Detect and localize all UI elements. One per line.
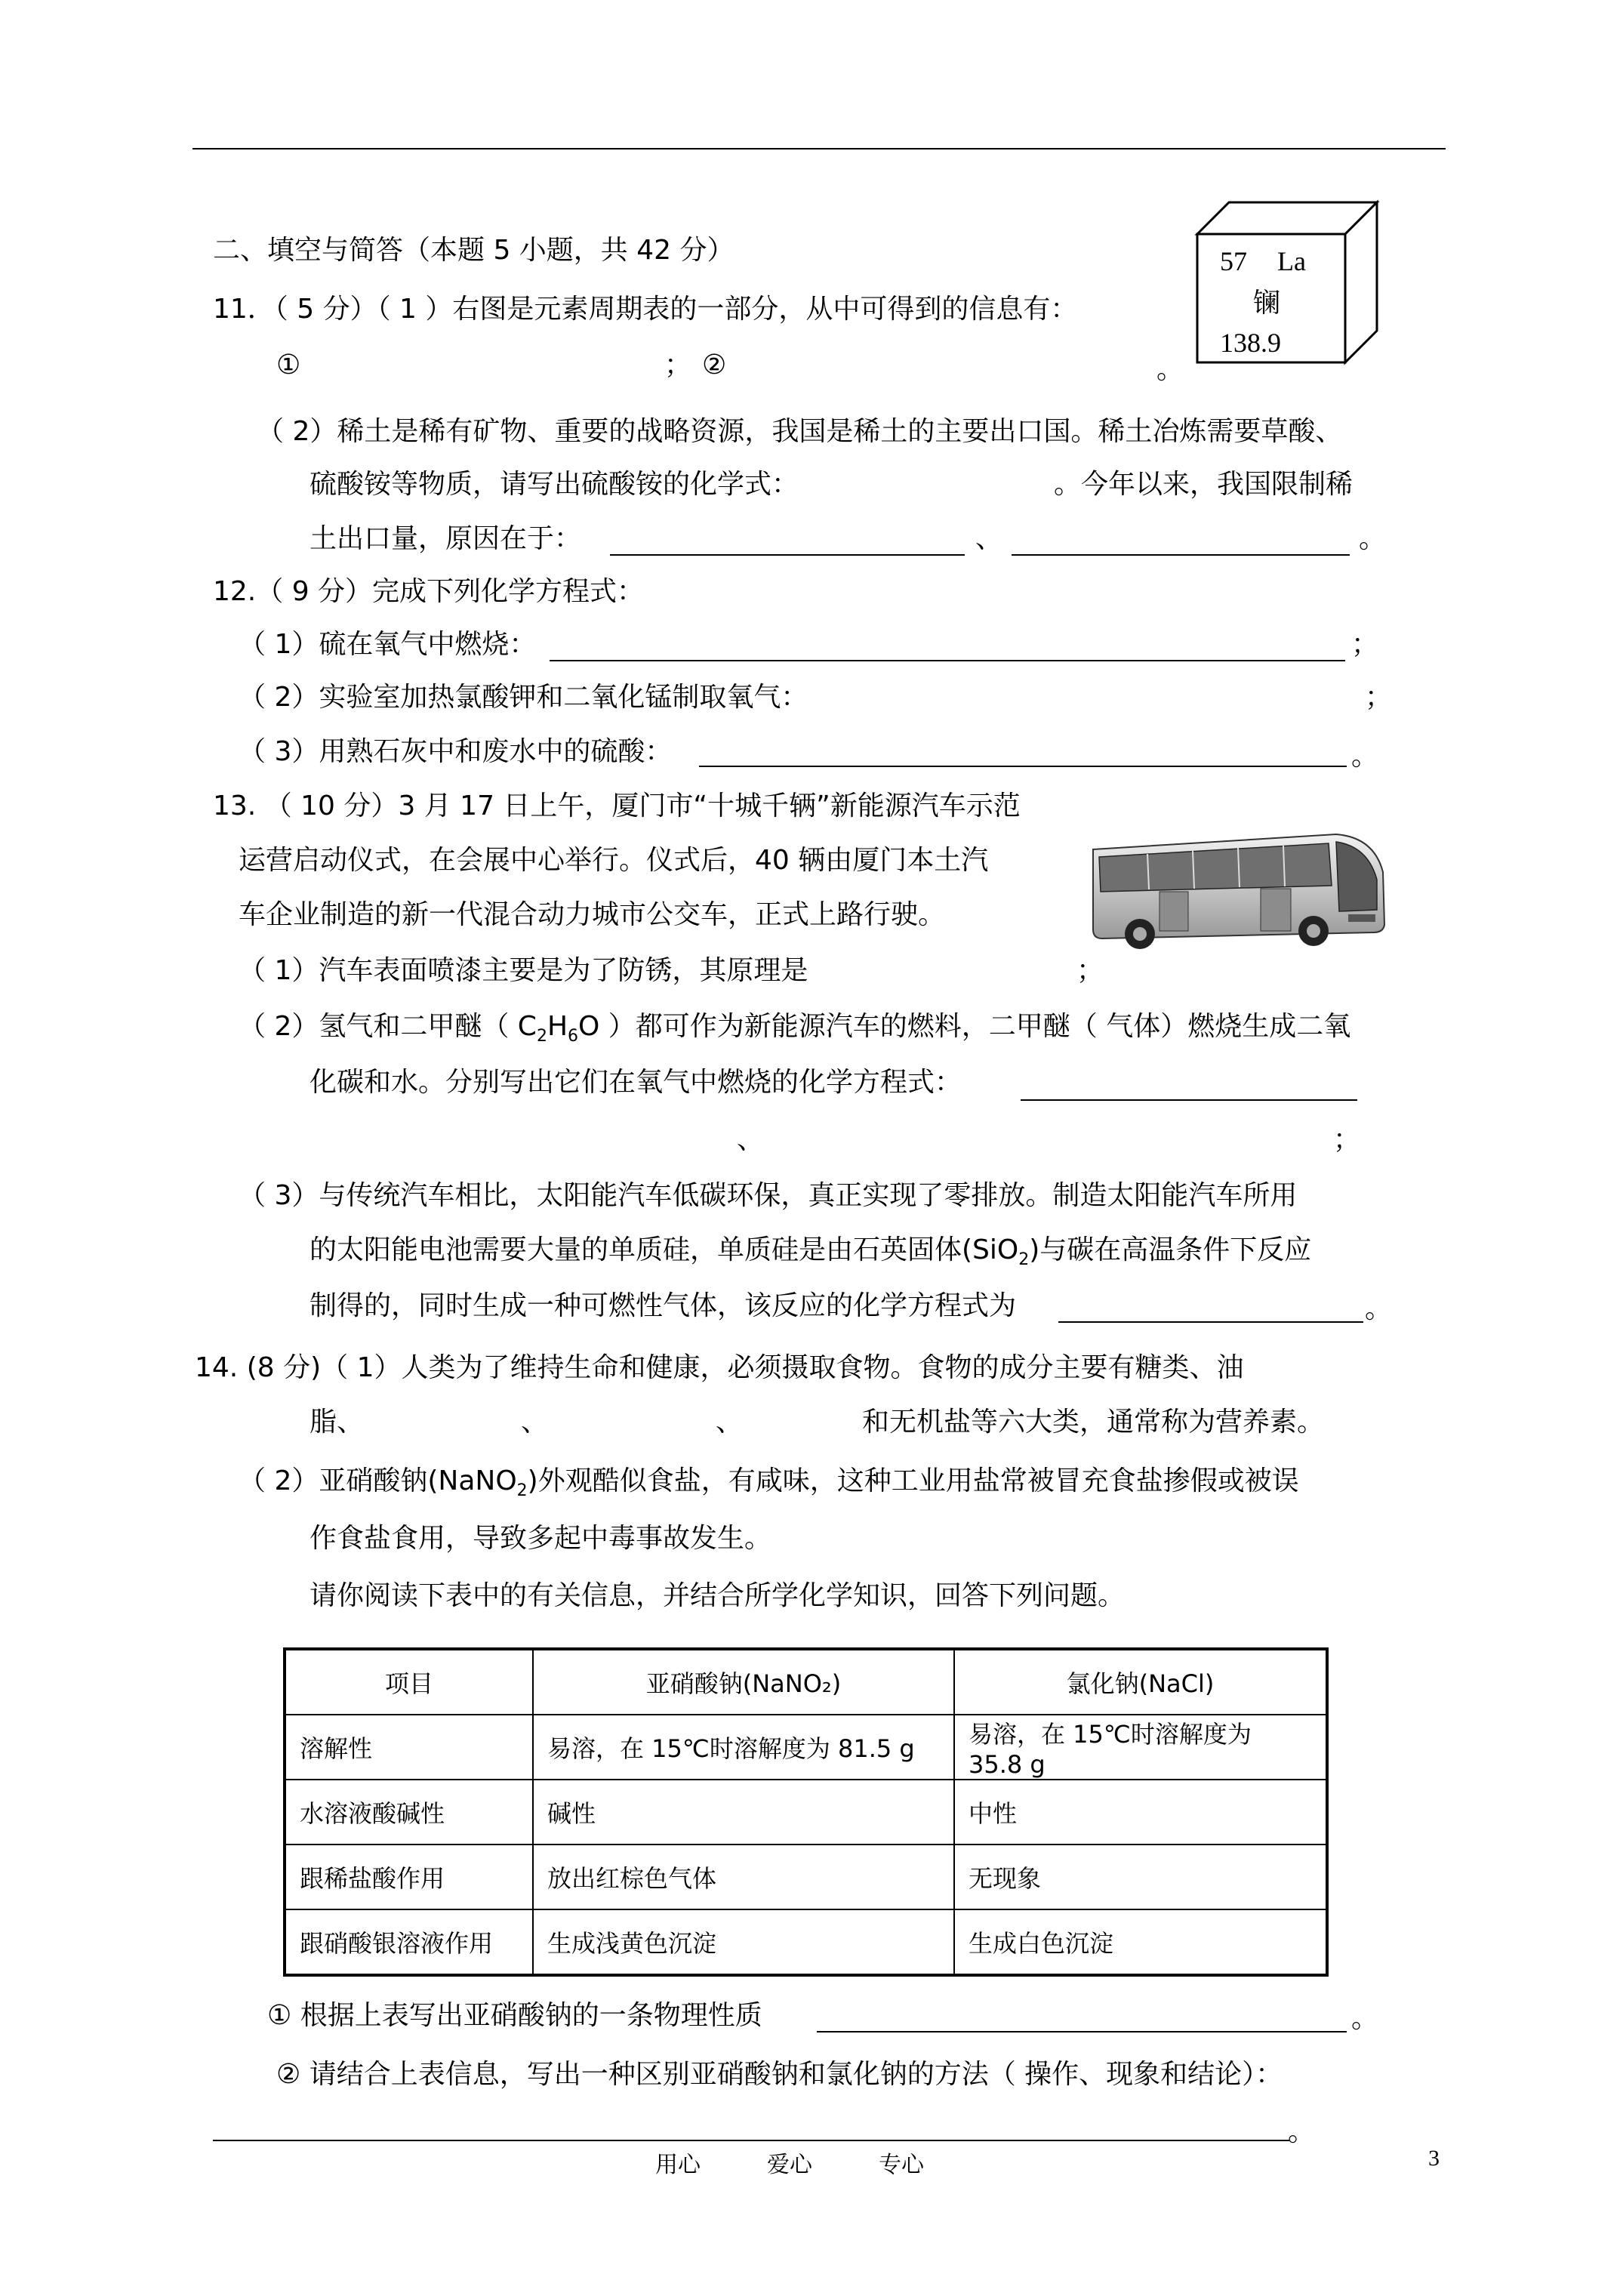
table-cell: 易溶，在 15℃时溶解度为 81.5 g [533,1715,954,1780]
q13-p3-line3: 制得的，同时生成一种可燃性气体，该反应的化学方程式为 [310,1290,1017,1321]
table-row [285,1715,1327,1780]
q12-p3-end: 。 [1351,741,1379,772]
table-cell: 无现象 [954,1845,1327,1909]
q13-p3-line2-sub: 2 [1018,1250,1030,1270]
q13-p2-line2: 化碳和水。分别写出它们在氧气中燃烧的化学方程式： [310,1067,962,1098]
q14-p2-line3: 请你阅读下表中的有关信息，并结合所学化学知识，回答下列问题。 [310,1580,1126,1611]
q14-line2c: 、 [716,1407,744,1438]
q13-p2-sub2: 6 [568,1027,579,1046]
q13-line2: 运营启动仪式，在会展中心举行。仪式后，40 辆由厦门本土汽 [239,845,989,876]
q14-line2b: 、 [521,1407,549,1438]
q13-line1: 13. （ 10 分）3 月 17 日上午，厦门市“十城千辆”新能源汽车示范 [213,791,1021,821]
q14-p2-line2: 作食盐食用，导致多起中毒事故发生。 [310,1523,772,1554]
table-cell: 中性 [954,1780,1327,1845]
q11-answer-blank-1[interactable] [610,554,965,556]
q13-p1-end: ； [1076,955,1104,986]
q11-mark1: ① [276,350,301,381]
q12-p1-end: ； [1351,629,1379,660]
q11-answer-blank-2[interactable] [1012,554,1350,556]
table-header-cell: 亚硝酸钠(NaNO₂) [533,1649,954,1715]
q13-p2-line3a: 、 [737,1124,765,1155]
table-row [285,1845,1327,1909]
q11-stem: 11．（ 5 分）（ 1 ）右图是元素周期表的一部分，从中可得到的信息有： [213,294,1078,325]
q14-q1: ① 根据上表写出亚硝酸钠的一条物理性质 [267,2000,762,2031]
table-cell: 水溶液酸碱性 [285,1780,533,1845]
element-name: 镧 [1253,288,1281,319]
table-cell: 生成浅黄色沉淀 [533,1909,954,1975]
q11-mark2: ② [702,350,727,381]
q13-p2-b: H [547,1011,568,1042]
table-cell: 生成白色沉淀 [954,1909,1327,1975]
q14-q2-end: 。 [1288,2116,1316,2147]
table-header-row [285,1649,1327,1715]
q11-p2-line3c: 。 [1359,523,1387,554]
q11-p2-line2b: 。今年以来，我国限制稀 [1054,469,1354,500]
element-cell-figure [1193,195,1381,376]
footer-word-2: 爱心 [767,2153,812,2177]
q14-q2: ② 请结合上表信息，写出一种区别亚硝酸钠和氯化钠的方法（ 操作、现象和结论）： [276,2059,1283,2090]
q12-p2-end: ； [1365,682,1393,713]
q11-p2-line3a: 土出口量，原因在于： [310,523,582,554]
table-row [285,1780,1327,1845]
table-cell: 易溶，在 15℃时溶解度为 35.8 g [954,1715,1327,1780]
q11-p2-line1: （ 2）稀土是稀有矿物、重要的战略资源，我国是稀土的主要出口国。稀土冶炼需要草酸、 [257,416,1343,447]
q14-line1: 14. (8 分)（ 1）人类为了维持生命和健康，必须摄取食物。食物的成分主要有糖类、油 [195,1352,1244,1383]
q14-answer-blank-1[interactable] [817,2031,1347,2032]
q12-stem: 12.（ 9 分）完成下列化学方程式： [213,576,645,607]
q12-answer-blank-1[interactable] [550,660,1345,661]
q13-line3: 车企业制造的新一代混合动力城市公交车，正式上路行驶。 [239,899,946,930]
q14-q1-end: 。 [1351,2003,1379,2034]
q13-p2-c: O ）都可作为新能源汽车的燃料，二甲醚（ 气体）燃烧生成二氧 [578,1011,1351,1042]
q14-p2-line1 [239,1463,1299,1509]
table-cell: 放出红棕色气体 [533,1845,954,1909]
footer-word-1: 用心 [655,2153,701,2177]
element-mass: 138.9 [1220,328,1281,358]
q13-p3-line2b: )与碳在高温条件下反应 [1029,1234,1312,1265]
q13-p3-end: 。 [1365,1293,1393,1324]
header-rule [192,148,1446,149]
property-table [283,1647,1329,1977]
q13-p3-line2a: 的太阳能电池需要大量的单质硅，单质硅是由石英固体(SiO [310,1234,1019,1265]
table-cell: 跟稀盐酸作用 [285,1845,533,1909]
q14-answer-blank-2[interactable] [213,2140,1289,2141]
element-symbol: La [1277,246,1306,276]
page-number: 3 [1428,2146,1440,2171]
table-cell: 溶解性 [285,1715,533,1780]
element-number: 57 [1220,246,1247,276]
q13-answer-blank-2a[interactable] [1021,1099,1357,1101]
table-header-cell: 氯化钠(NaCl) [954,1649,1327,1715]
table-cell: 跟硝酸银溶液作用 [285,1909,533,1975]
q12-p1: （ 1）硫在氧气中燃烧： [239,629,537,660]
q11-semicolon: ； [664,350,692,381]
q12-answer-blank-3[interactable] [699,766,1347,767]
q13-p2-sub1: 2 [536,1027,547,1046]
section-title: 二、填空与简答（本题 5 小题，共 42 分） [213,235,735,266]
q11-period: 。 [1156,354,1184,385]
bus-image [1087,819,1389,955]
q14-p2-line1a: （ 2）亚硝酸钠(NaNO [239,1465,517,1496]
q11-p2-line2a: 硫酸铵等物质，请写出硫酸铵的化学式： [310,469,799,500]
q14-p2-line1-sub: 2 [516,1481,528,1501]
q12-p2: （ 2）实验室加热氯酸钾和二氧化锰制取氧气： [239,682,808,713]
q14-line2a: 脂、 [310,1407,365,1438]
q11-p2-line3b: 、 [975,523,1003,554]
q13-answer-blank-3[interactable] [1058,1321,1363,1323]
footer-word-3: 专心 [879,2153,924,2177]
table-row [285,1909,1327,1975]
q13-p3-line1: （ 3）与传统汽车相比，太阳能汽车低碳环保，真正实现了零排放。制造太阳能汽车所用 [239,1180,1298,1211]
q13-p2-line1 [239,1009,1350,1055]
q13-p2-a: （ 2）氢气和二甲醚（ C [239,1011,537,1042]
q14-p2-line1b: )外观酷似食盐，有咸味，这种工业用盐常被冒充食盐掺假或被误 [527,1465,1299,1496]
q13-p2-line3b: ； [1333,1124,1361,1155]
table-cell: 碱性 [533,1780,954,1845]
q14-line2d: 和无机盐等六大类，通常称为营养素。 [862,1407,1325,1438]
q13-p1: （ 1）汽车表面喷漆主要是为了防锈，其原理是 [239,955,808,986]
table-header-cell: 项目 [285,1649,533,1715]
q13-p3-line2 [310,1232,1311,1278]
q12-p3: （ 3）用熟石灰中和废水中的硫酸： [239,736,673,767]
